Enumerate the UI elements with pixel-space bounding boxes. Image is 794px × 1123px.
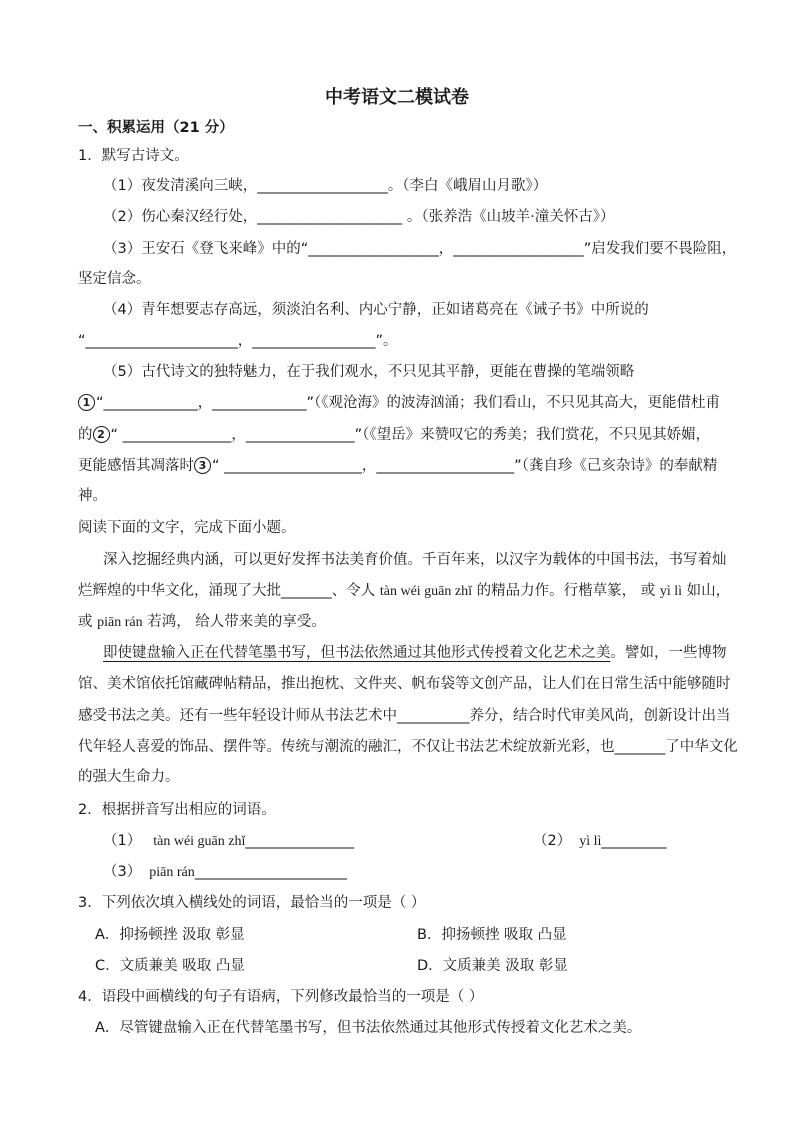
q1-item-2: （2）伤心秦汉经行处，____________________ 。（张养浩《山坡羊·潼关怀古》） <box>103 209 615 225</box>
question-1-stem: 1．默写古诗文。 <box>78 148 189 164</box>
passage-p1-line3 <box>78 612 326 633</box>
q1-item-5-line4 <box>78 456 717 476</box>
question-2-stem: 2．根据拼音写出相应的词语。 <box>78 802 276 818</box>
q1-item-5: （5）古代诗文的独特魅力，在于我们观水，不只见其平静，更能在曹操的笔端领略 <box>103 364 635 380</box>
q4-option-a: A．尽管键盘输入正在代替笔墨书写，但书法依然通过其他形式传授着文化艺术之美。 <box>95 1020 642 1036</box>
prefix-text: 的 <box>78 427 93 443</box>
text: 或 <box>78 614 98 630</box>
circled-number-2: 2 <box>93 426 110 443</box>
question-4-stem: 4．语段中画横线的句子有语病，下列修改最恰当的一项是（ ） <box>78 989 484 1005</box>
q1-item-5-line2 <box>78 393 720 413</box>
q1-item-4: （4）青年想要志存高远，须淡泊名利、内心宁静，正如诸葛亮在《诫子书》中所说的 <box>103 302 649 318</box>
q3-option-c: C．文质兼美 吸取 凸显 <box>95 958 245 974</box>
passage-p2-line2: 馆、美术馆依托馆藏碑帖精品，推出抱枕、文件夹、帆布袋等文创产品，让人们在日常生活中能够随时 <box>78 676 731 692</box>
passage-p2-line5: 的强大生命力。 <box>78 769 180 785</box>
item-number: （3） <box>103 864 142 880</box>
item-number: （2） <box>533 833 572 849</box>
pinyin: tàn wéi guān zhǐ <box>379 584 472 599</box>
prefix-text: 更能感悟其凋落时 <box>78 458 194 474</box>
pinyin: piān rán <box>97 615 143 630</box>
q3-option-b: B．抑扬顿挫 吸取 凸显 <box>417 927 567 943</box>
q3-option-a: A．抑扬顿挫 汲取 彰显 <box>95 927 245 943</box>
pinyin: tàn wéi guān zhǐ <box>153 834 246 849</box>
q2-item-1 <box>103 831 354 852</box>
passage-p2-line3: 感受书法之美。还有一些年轻设计师从书法艺术中__________养分，结合时代审美风尚，创新设计出当 <box>78 708 731 724</box>
circled-number-1: 1 <box>78 394 95 411</box>
q1-item-4-cont: “_____________________，_________________”。 <box>78 333 398 349</box>
circled-number-3: 3 <box>194 457 211 474</box>
text: 。譬如，一些博物 <box>610 645 727 661</box>
pinyin: yì lì <box>659 584 682 599</box>
q2-item-3 <box>103 862 347 883</box>
q3-option-d: D．文质兼美 汲取 彰显 <box>417 958 568 974</box>
text: 若鸿， 给人带来美的享受。 <box>142 614 326 630</box>
q1-item-5-line3 <box>78 425 710 445</box>
section-heading: 一、积累运用（21 分） <box>78 120 234 136</box>
passage-p2-line4: 代年轻人喜爱的饰品、摆件等。传统与潮流的融汇，不仅让书法艺术绽放新光彩，也_______了中华文化 <box>78 739 738 755</box>
question-3-stem: 3．下列依次填入横线处的词语，最恰当的一项是（ ） <box>78 895 426 911</box>
q1-item-5-line5: 神。 <box>78 488 107 504</box>
q1-item-1: （1）夜发清溪向三峡，__________________。（李白《峨眉山月歌》） <box>103 178 548 194</box>
item-number: （1） <box>103 833 142 849</box>
passage-p1-line2 <box>78 581 730 602</box>
page-title: 中考语文二模试卷 <box>325 87 469 108</box>
q1-item-3: （3）王安石《登飞来峰》中的“__________________，__________________”启发我们要不畏险阻， <box>103 241 737 257</box>
answer-blank: _____________________ <box>194 864 347 880</box>
passage-p2-line1 <box>103 643 727 663</box>
blank-line-2: “ _______________，_______________”（《望岳》来赞叹它的秀美；我们赏花，不只见其娇媚， <box>110 427 711 443</box>
answer-blank: _________ <box>601 833 667 849</box>
blank-line-1: “_____________，_____________”（《观沧海》的波涛汹涌；我们看山，不只见其高大，更能借杜甫 <box>96 395 721 411</box>
underlined-sentence: 即使键盘输入正在代替笔墨书写，但书法依然通过其他形式传授着文化艺术之美 <box>103 645 611 661</box>
text: 的精品力作。行楷草篆， 或 <box>472 583 660 599</box>
reading-intro: 阅读下面的文字，完成下面小题。 <box>78 520 296 536</box>
q2-item-2 <box>533 831 667 852</box>
q1-item-3-cont: 坚定信念。 <box>78 271 151 287</box>
pinyin: yì lì <box>579 834 602 849</box>
passage-p1-line1: 深入挖掘经典内涵，可以更好发挥书法美育价值。千百年来，以汉字为载体的中国书法，书写着灿 <box>103 552 727 568</box>
pinyin: piān rán <box>149 865 195 880</box>
blank-line-3: “ ___________________，___________________”（龚自珍《己亥杂诗》的奉献精 <box>212 458 718 474</box>
answer-blank: _______________ <box>245 833 355 849</box>
text: 如山， <box>682 583 731 599</box>
text: 烂辉煌的中华文化，涌现了大批_______、令人 <box>78 583 380 599</box>
